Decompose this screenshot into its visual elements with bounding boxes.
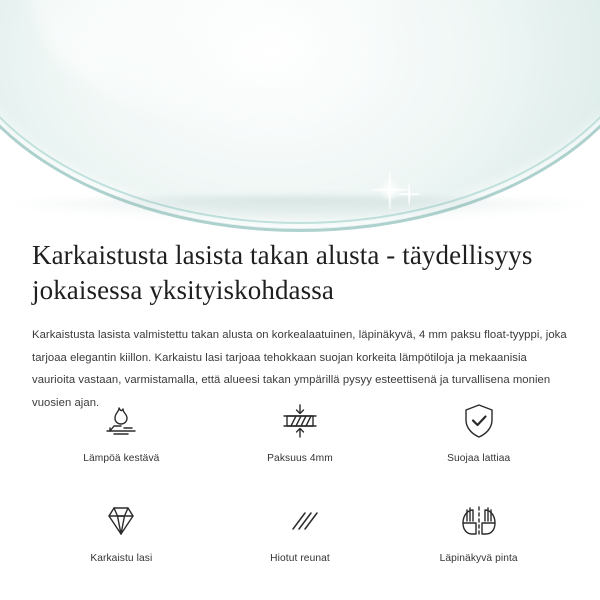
hands-transparent-surface-icon <box>456 498 502 544</box>
feature-item-heat-resistant <box>32 398 211 464</box>
feature-grid <box>32 398 568 564</box>
shield-check-icon <box>456 398 502 444</box>
feature-item-tempered-glass <box>32 498 211 564</box>
page-title: Karkaistusta lasista takan alusta - täydellisyys jokaisessa yksityiskohdassa <box>32 240 533 305</box>
thickness-arrows-icon <box>277 398 323 444</box>
polished-edges-icon <box>277 498 323 544</box>
sparkle-secondary-icon <box>398 183 420 205</box>
hero-glass-image <box>0 0 600 232</box>
feature-label: Karkaistu lasi <box>90 553 153 564</box>
content-block <box>0 232 600 414</box>
feature-label: Lämpöä kestävä <box>83 453 160 464</box>
feature-label: Suojaa lattiaa <box>447 453 511 464</box>
feature-label: Läpinäkyvä pinta <box>439 553 518 564</box>
body-paragraph: Karkaistusta lasista valmistettu takan alusta on korkealaatuinen, läpinäkyvä, 4 mm paksu float-tyyppi, joka tarjoaa elegantin kiillon. Karkaistu lasi tarjoaa tehokkaan suojan korkeita lämpötiloja ja mekaanisia vaurioita vastaan, varmistamalla, että alueesi takan ympärillä pysyy esteettisenä ja turvallisena monien vuosien ajan. <box>32 329 567 409</box>
feature-label: Paksuus 4mm <box>267 453 333 464</box>
feature-item-polished-edges <box>211 498 390 564</box>
feature-item-transparent-surface <box>389 498 568 564</box>
glass-drop-shadow <box>0 196 600 222</box>
feature-label: Hiotut reunat <box>270 553 330 564</box>
diamond-icon <box>98 498 144 544</box>
feature-item-floor-protection <box>389 398 568 464</box>
feature-item-thickness <box>211 398 390 464</box>
flame-heat-resistant-icon <box>98 398 144 444</box>
